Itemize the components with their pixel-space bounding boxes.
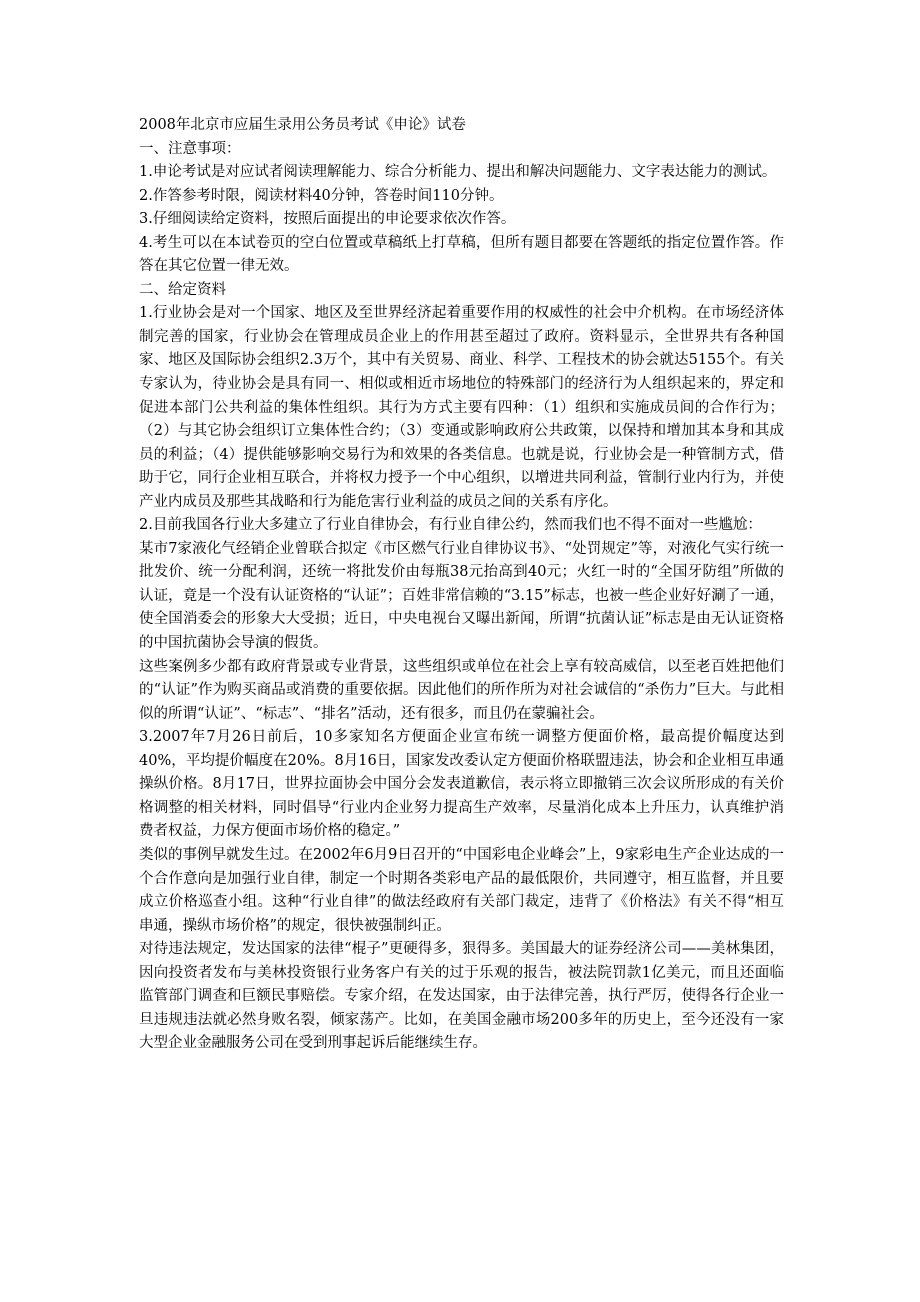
material-paragraph: 这些案例多少都有政府背景或专业背景，这些组织或单位在社会上享有较高威信，以至老百姓把他们的“认证”作为购买商品或消费的重要依据。因此他们的所作所为对社会诚信的“杀伤力”巨大。与此相似的所谓“认证”、“标志”、“排名”活动，还有很多，而且仍在蒙骗社会。	[139, 658, 784, 722]
material-paragraph: 1.行业协会是对一个国家、地区及至世界经济起着重要作用的权威性的社会中介机构。在市场经济体制完善的国家，行业协会在管理成员企业上的作用甚至超过了政府。资料显示，全世界共有各种国家、地区及国际协会组织2.3万个，其中有关贸易、商业、科学、工程技术的协会就达5155个。有关专家认为，待业协会是具有同一、相似或相近市场地位的特殊部门的经济行为人组织起来的，界定和促进本部门公共利益的集体性组织。其行为方式主要有四种：（1）组织和实施成员间的合作行为；（2）与其它协会组织订立集体性合约；（3）变通或影响政府公共政策，以保持和增加其本身和其成员的利益；（4）提供能够影响交易行为和效果的各类信息。也就是说，行业协会是一种管制方式，借助于它，同行企业相互联合，并将权力授予一个中心组织，以增进共同利益，管制行业内行为，并使产业内成员及那些其战略和行为能危害行业利益的成员之间的关系有序化。	[139, 305, 784, 510]
material-paragraph: 某市7家液化气经销企业曾联合拟定《市区燃气行业自律协议书》、“处罚规定”等，对液化气实行统一批发价、统一分配利润，还统一将批发价由每瓶38元抬高到40元；火红一时的“全国牙防组”所做的认证，竟是一个没有认证资格的“认证”；百姓非常信赖的“3.15”标志，也被一些企业好好涮了一通，使全国消委会的形象大大受损；近日，中央电视台又曝出新闻，所谓“抗菌认证”标志是由无认证资格的中国抗菌协会导演的假货。	[139, 540, 784, 652]
document-title: 2008年北京市应届生录用公务员考试《申论》试卷	[139, 117, 466, 133]
note-paragraph: 3.仔细阅读给定资料，按照后面提出的申论要求依次作答。	[139, 211, 516, 228]
note-paragraph: 2.作答参考时限，阅读材料40分钟，答卷时间110分钟。	[139, 187, 504, 204]
material-paragraph: 对待违法规定，发达国家的法律“棍子”更硬得多，狠得多。美国最大的证券经济公司——美林集团，因向投资者发布与美林投资银行业务客户有关的过于乐观的报告，被法院罚款1亿美元，而且还面临监管部门调查和巨额民事赔偿。专家介绍，在发达国家，由于法律完善，执行严厉，使得各行企业一旦违规违法就必然身败名裂，倾家荡产。比如，在美国金融市场200多年的历史上，至今还没有一家大型企业金融服务公司在受到刑事起诉后能继续生存。	[139, 941, 784, 1052]
document-page	[139, 114, 784, 1056]
section-heading-materials: 二、给定资料	[139, 281, 226, 298]
note-paragraph: 1.申论考试是对应试者阅读理解能力、综合分析能力、提出和解决问题能力、文字表达能力的测试。	[139, 164, 777, 181]
material-paragraph: 类似的事例早就发生过。在2002年6月9日召开的“中国彩电企业峰会”上，9家彩电生产企业达成的一个合作意向是加强行业自律，制定一个时期各类彩电产品的最低限价，共同遵守，相互监督，并且要成立价格巡查小组。这种“行业自律”的做法经政府有关部门裁定，违背了《价格法》有关不得“相互串通，操纵市场价格”的规定，很快被强制纠正。	[139, 846, 784, 934]
material-paragraph: 2.目前我国各行业大多建立了行业自律协会，有行业自律公约，然而我们也不得不面对一些尴尬：	[139, 517, 762, 534]
material-paragraph: 3.2007年7月26日前后，10多家知名方便面企业宣布统一调整方便面价格，最高提价幅度达到40%，平均提价幅度在20%。8月16日，国家发改委认定方便面价格联盟违法，协会和企业相互串通操纵价格。8月17日，世界拉面协会中国分会发表道歉信，表示将立即撤销三次会议所形成的有关价格调整的相关材料，同时倡导“行业内企业努力提高生产效率，尽量消化成本上升压力，认真维护消费者权益，力保方便面市场价格的稳定。”	[139, 729, 784, 840]
section-heading-notes: 一、注意事项：	[139, 140, 241, 157]
note-paragraph: 4.考生可以在本试卷页的空白位置或草稿纸上打草稿，但所有题目都要在答题纸的指定位置作答。作答在其它位置一律无效。	[139, 234, 784, 275]
